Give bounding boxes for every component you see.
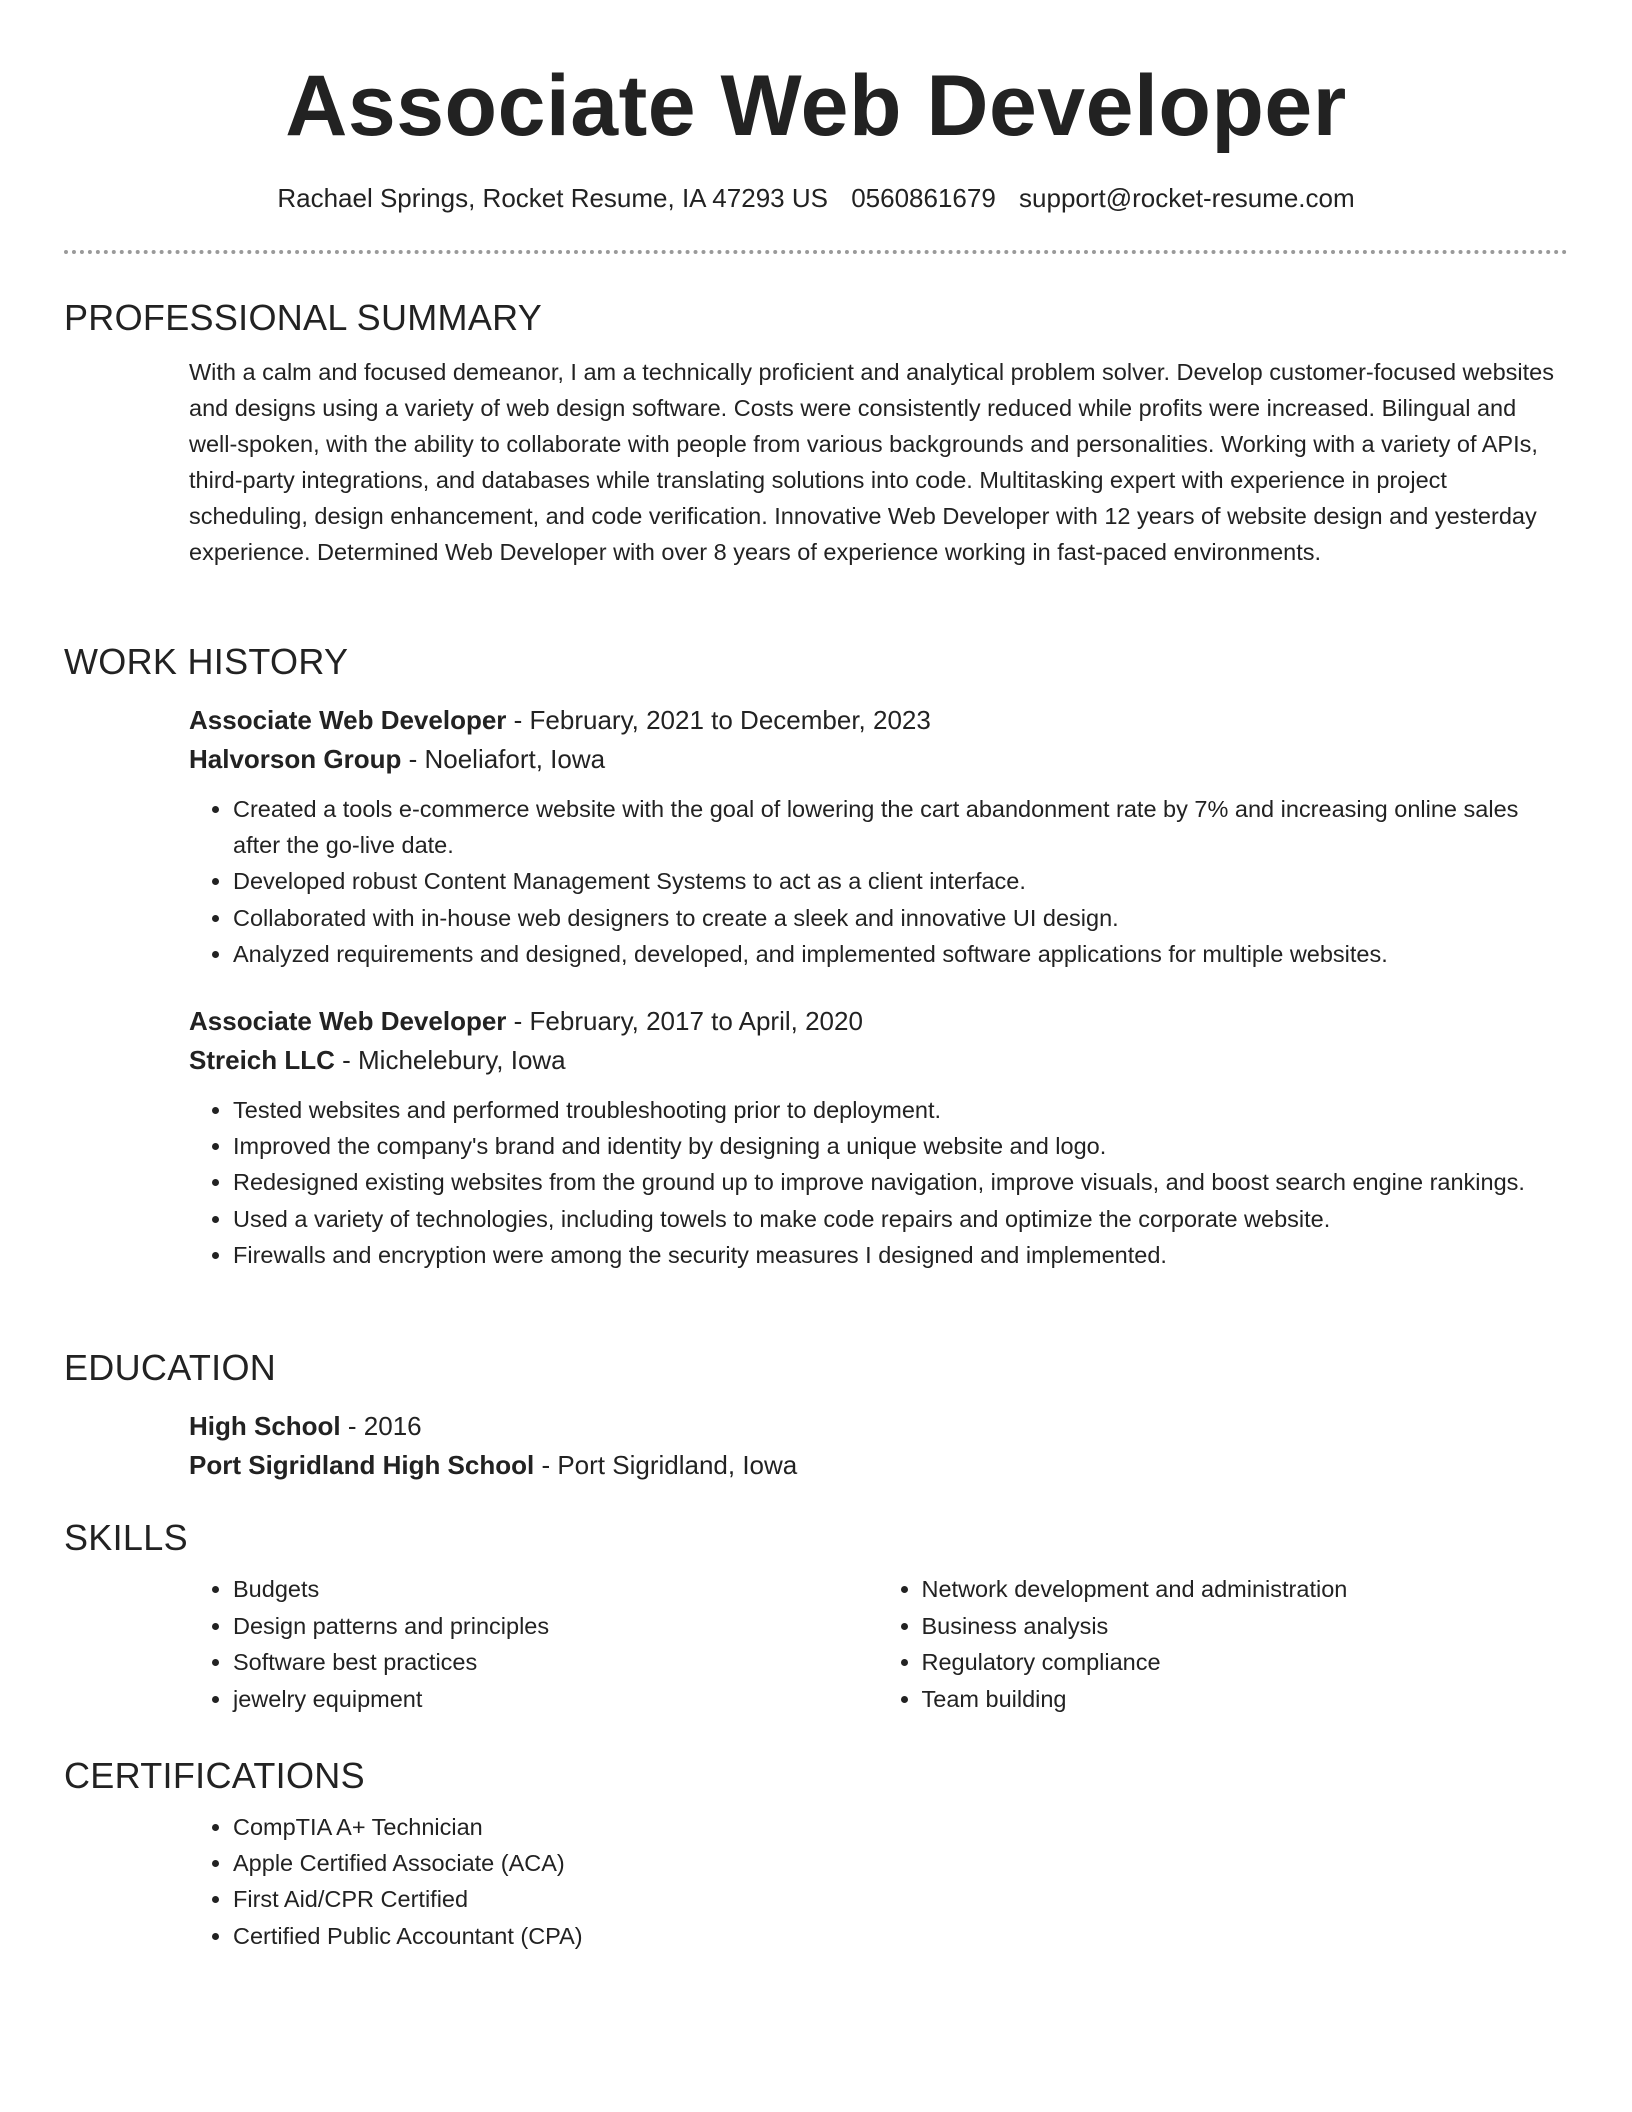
work-history-heading: WORK HISTORY [64,641,349,682]
contact-line [0,180,1632,216]
contact-phone: 0560861679 [851,183,996,213]
job-location: - Michelebury, Iowa [334,1045,566,1076]
list-item: • Collaborated with in-house web designers to create a sleek and innovative UI design. [233,900,1566,936]
skills-grid [189,1571,1566,1717]
education-school: Port Sigridland High School [189,1450,535,1480]
skills-list-right [878,1571,1567,1717]
list-item: • Design patterns and principles [233,1608,878,1645]
contact-email: support@rocket-resume.com [1019,183,1355,213]
job-dates: - February, 2017 to April, 2020 [506,1006,863,1037]
list-item: • Created a tools e-commerce website with the goal of lowering the cart abandonment rate by 7% and increasing online sales after the go-live date. [233,791,1566,863]
skills-heading: SKILLS [64,1517,188,1558]
certifications-section [64,1754,1568,1954]
list-item: • Apple Certified Associate (ACA) [233,1845,1566,1881]
list-item: • Network development and administration [922,1571,1567,1608]
job-company-line [189,740,1566,779]
list-item: • Team building [922,1681,1567,1718]
list-item: • Developed robust Content Management Systems to act as a client interface. [233,863,1566,899]
summary-section [64,296,1568,570]
header-divider [64,250,1568,254]
summary-text: With a calm and focused demeanor, I am a technically proficient and analytical problem solver. Develop customer-focused websites and designs using a variety of web design software. Costs were consistently reduced while profits were increased. Bilingual and well-spoken, with the ability to collaborate with people from various backgrounds and personalities. Working with a variety of APIs, third-party integrations, and databases while translating solutions into code. Multitasking expert with experience in project scheduling, design enhancement, and code verification. Innovative Web Developer with 12 years of website design and yesterday experience. Determined Web Developer with over 8 years of experience working in fast-paced environments. [189,359,1554,565]
job-entry [189,1002,1566,1273]
list-item: • Regulatory compliance [922,1644,1567,1681]
job-company-line [189,1041,1566,1080]
education-section [64,1346,1568,1485]
list-item: • Analyzed requirements and designed, developed, and implemented software applications for multiple websites. [233,936,1566,972]
list-item: • jewelry equipment [233,1681,878,1718]
list-item: • Budgets [233,1571,878,1608]
job-company: Halvorson Group [189,744,402,774]
skills-list-left [189,1571,878,1717]
list-item: • Used a variety of technologies, including towels to make code repairs and optimize the corporate website. [233,1201,1566,1237]
list-item: • Redesigned existing websites from the ground up to improve navigation, improve visuals, and boost search engine rankings. [233,1164,1566,1200]
job-location: - Noeliafort, Iowa [401,744,606,774]
list-item: • CompTIA A+ Technician [233,1809,1566,1845]
list-item: • Firewalls and encryption were among the security measures I designed and implemented. [233,1237,1566,1273]
contact-address: Rachael Springs, Rocket Resume, IA 47293 US [277,183,828,213]
job-entry [189,701,1566,972]
education-location: - Port Sigridland, Iowa [534,1450,798,1480]
list-item: • Improved the company's brand and identity by designing a unique website and logo. [233,1128,1566,1164]
education-year: - 2016 [340,1411,422,1441]
job-title-line [189,701,1566,740]
skills-section [64,1516,1568,1717]
job-title: Associate Web Developer [189,705,507,735]
job-bullets [189,1092,1566,1273]
job-dates: - February, 2021 to December, 2023 [506,705,931,735]
job-bullets [189,791,1566,972]
education-school-line [189,1446,1566,1485]
list-item: • Business analysis [922,1608,1567,1645]
education-degree-line [189,1407,1566,1446]
certifications-heading: CERTIFICATIONS [64,1755,365,1796]
job-title: Associate Web Developer [189,1006,507,1037]
list-item: • Tested websites and performed troubleshooting prior to deployment. [233,1092,1566,1128]
list-item: • First Aid/CPR Certified [233,1881,1566,1917]
certifications-list [189,1809,1566,1954]
job-company: Streich LLC [189,1045,335,1076]
list-item: • Certified Public Accountant (CPA) [233,1918,1566,1954]
list-item: • Software best practices [233,1644,878,1681]
education-heading: EDUCATION [64,1347,277,1388]
education-degree: High School [189,1411,341,1441]
resume-title: Associate Web Developer [285,58,1347,154]
job-title-line [189,1002,1566,1041]
work-history-section [64,640,1568,1273]
summary-heading: PROFESSIONAL SUMMARY [64,297,543,338]
